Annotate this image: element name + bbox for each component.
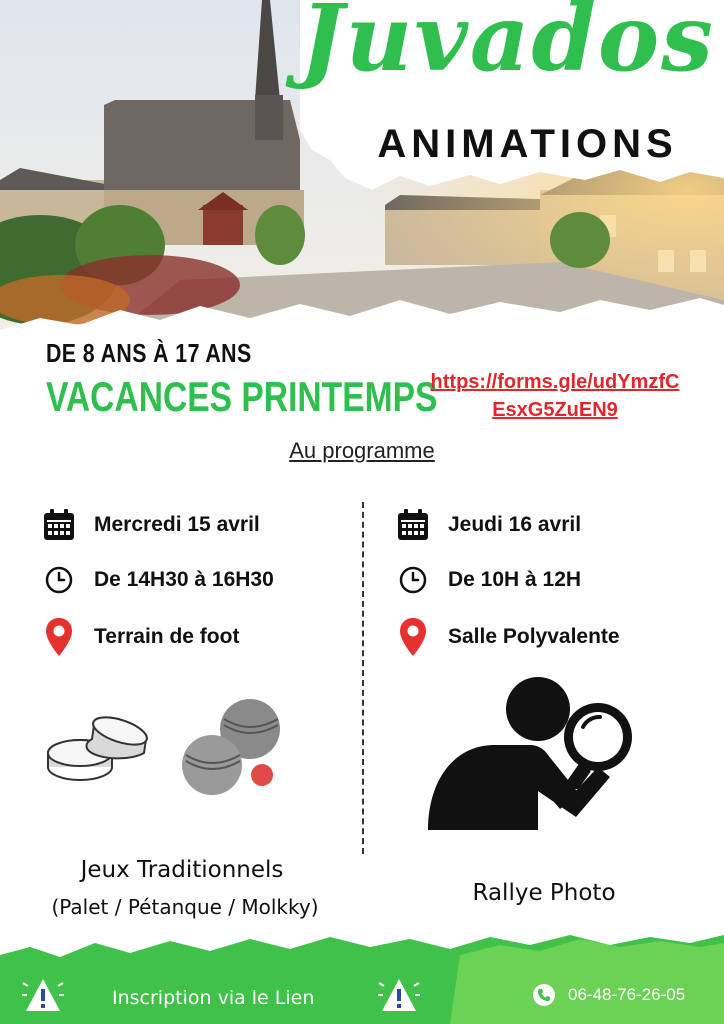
event1-date: Mercredi 15 avril: [94, 513, 260, 536]
phone-number[interactable]: 06-48-76-26-05: [568, 985, 686, 1004]
age-range: DE 8 ANS À 17 ANS: [46, 338, 252, 368]
event2-date-row: [396, 508, 581, 542]
event1-time: De 14H30 à 16H30: [94, 568, 274, 591]
brand-script-title: Juvados: [300, 0, 715, 92]
event1-place: Terrain de foot: [94, 625, 240, 648]
column-divider: [362, 502, 364, 854]
warning-icon: [20, 975, 66, 1015]
calendar-icon: [396, 508, 430, 542]
palet-icon: [48, 712, 150, 780]
clock-icon: [42, 563, 76, 597]
calendar-icon: [42, 508, 76, 542]
programme-heading: Au programme: [289, 438, 435, 463]
clock-icon: [396, 563, 430, 597]
event1-place-row: [42, 620, 239, 654]
registration-link-line1[interactable]: https://forms.gle/udYmzfC: [430, 371, 680, 393]
phone-icon: [532, 983, 556, 1007]
event1-subtitle: (Palet / Pétanque / Molkky): [51, 895, 319, 919]
season-title: VACANCES PRINTEMPS: [46, 373, 438, 420]
event2-title: Rallye Photo: [472, 880, 616, 906]
hero-banner: [0, 0, 724, 345]
registration-note: Inscription via le Lien: [112, 987, 315, 1009]
palet-petanque-illustration: [40, 695, 290, 805]
brand-subtitle: ANIMATIONS: [377, 122, 678, 166]
event2-place: Salle Polyvalente: [448, 625, 620, 648]
event1-date-row: [42, 508, 260, 542]
event1-title: Jeux Traditionnels: [80, 857, 284, 883]
event2-date: Jeudi 16 avril: [448, 513, 582, 536]
magnifier-person-illustration: [420, 675, 645, 835]
event2-time-row: [396, 563, 581, 597]
phone-contact[interactable]: [532, 983, 685, 1007]
event2-time: De 10H à 12H: [448, 568, 582, 591]
event2-place-row: [396, 620, 620, 654]
location-pin-icon: [396, 620, 430, 654]
location-pin-icon: [42, 620, 76, 654]
registration-link[interactable]: [405, 368, 705, 424]
footer-band: [0, 935, 724, 1024]
registration-link-line2[interactable]: EsxG5ZuEN9: [492, 399, 618, 421]
event1-time-row: [42, 563, 274, 597]
warning-icon: [376, 975, 422, 1015]
petanque-balls-icon: [182, 699, 280, 795]
